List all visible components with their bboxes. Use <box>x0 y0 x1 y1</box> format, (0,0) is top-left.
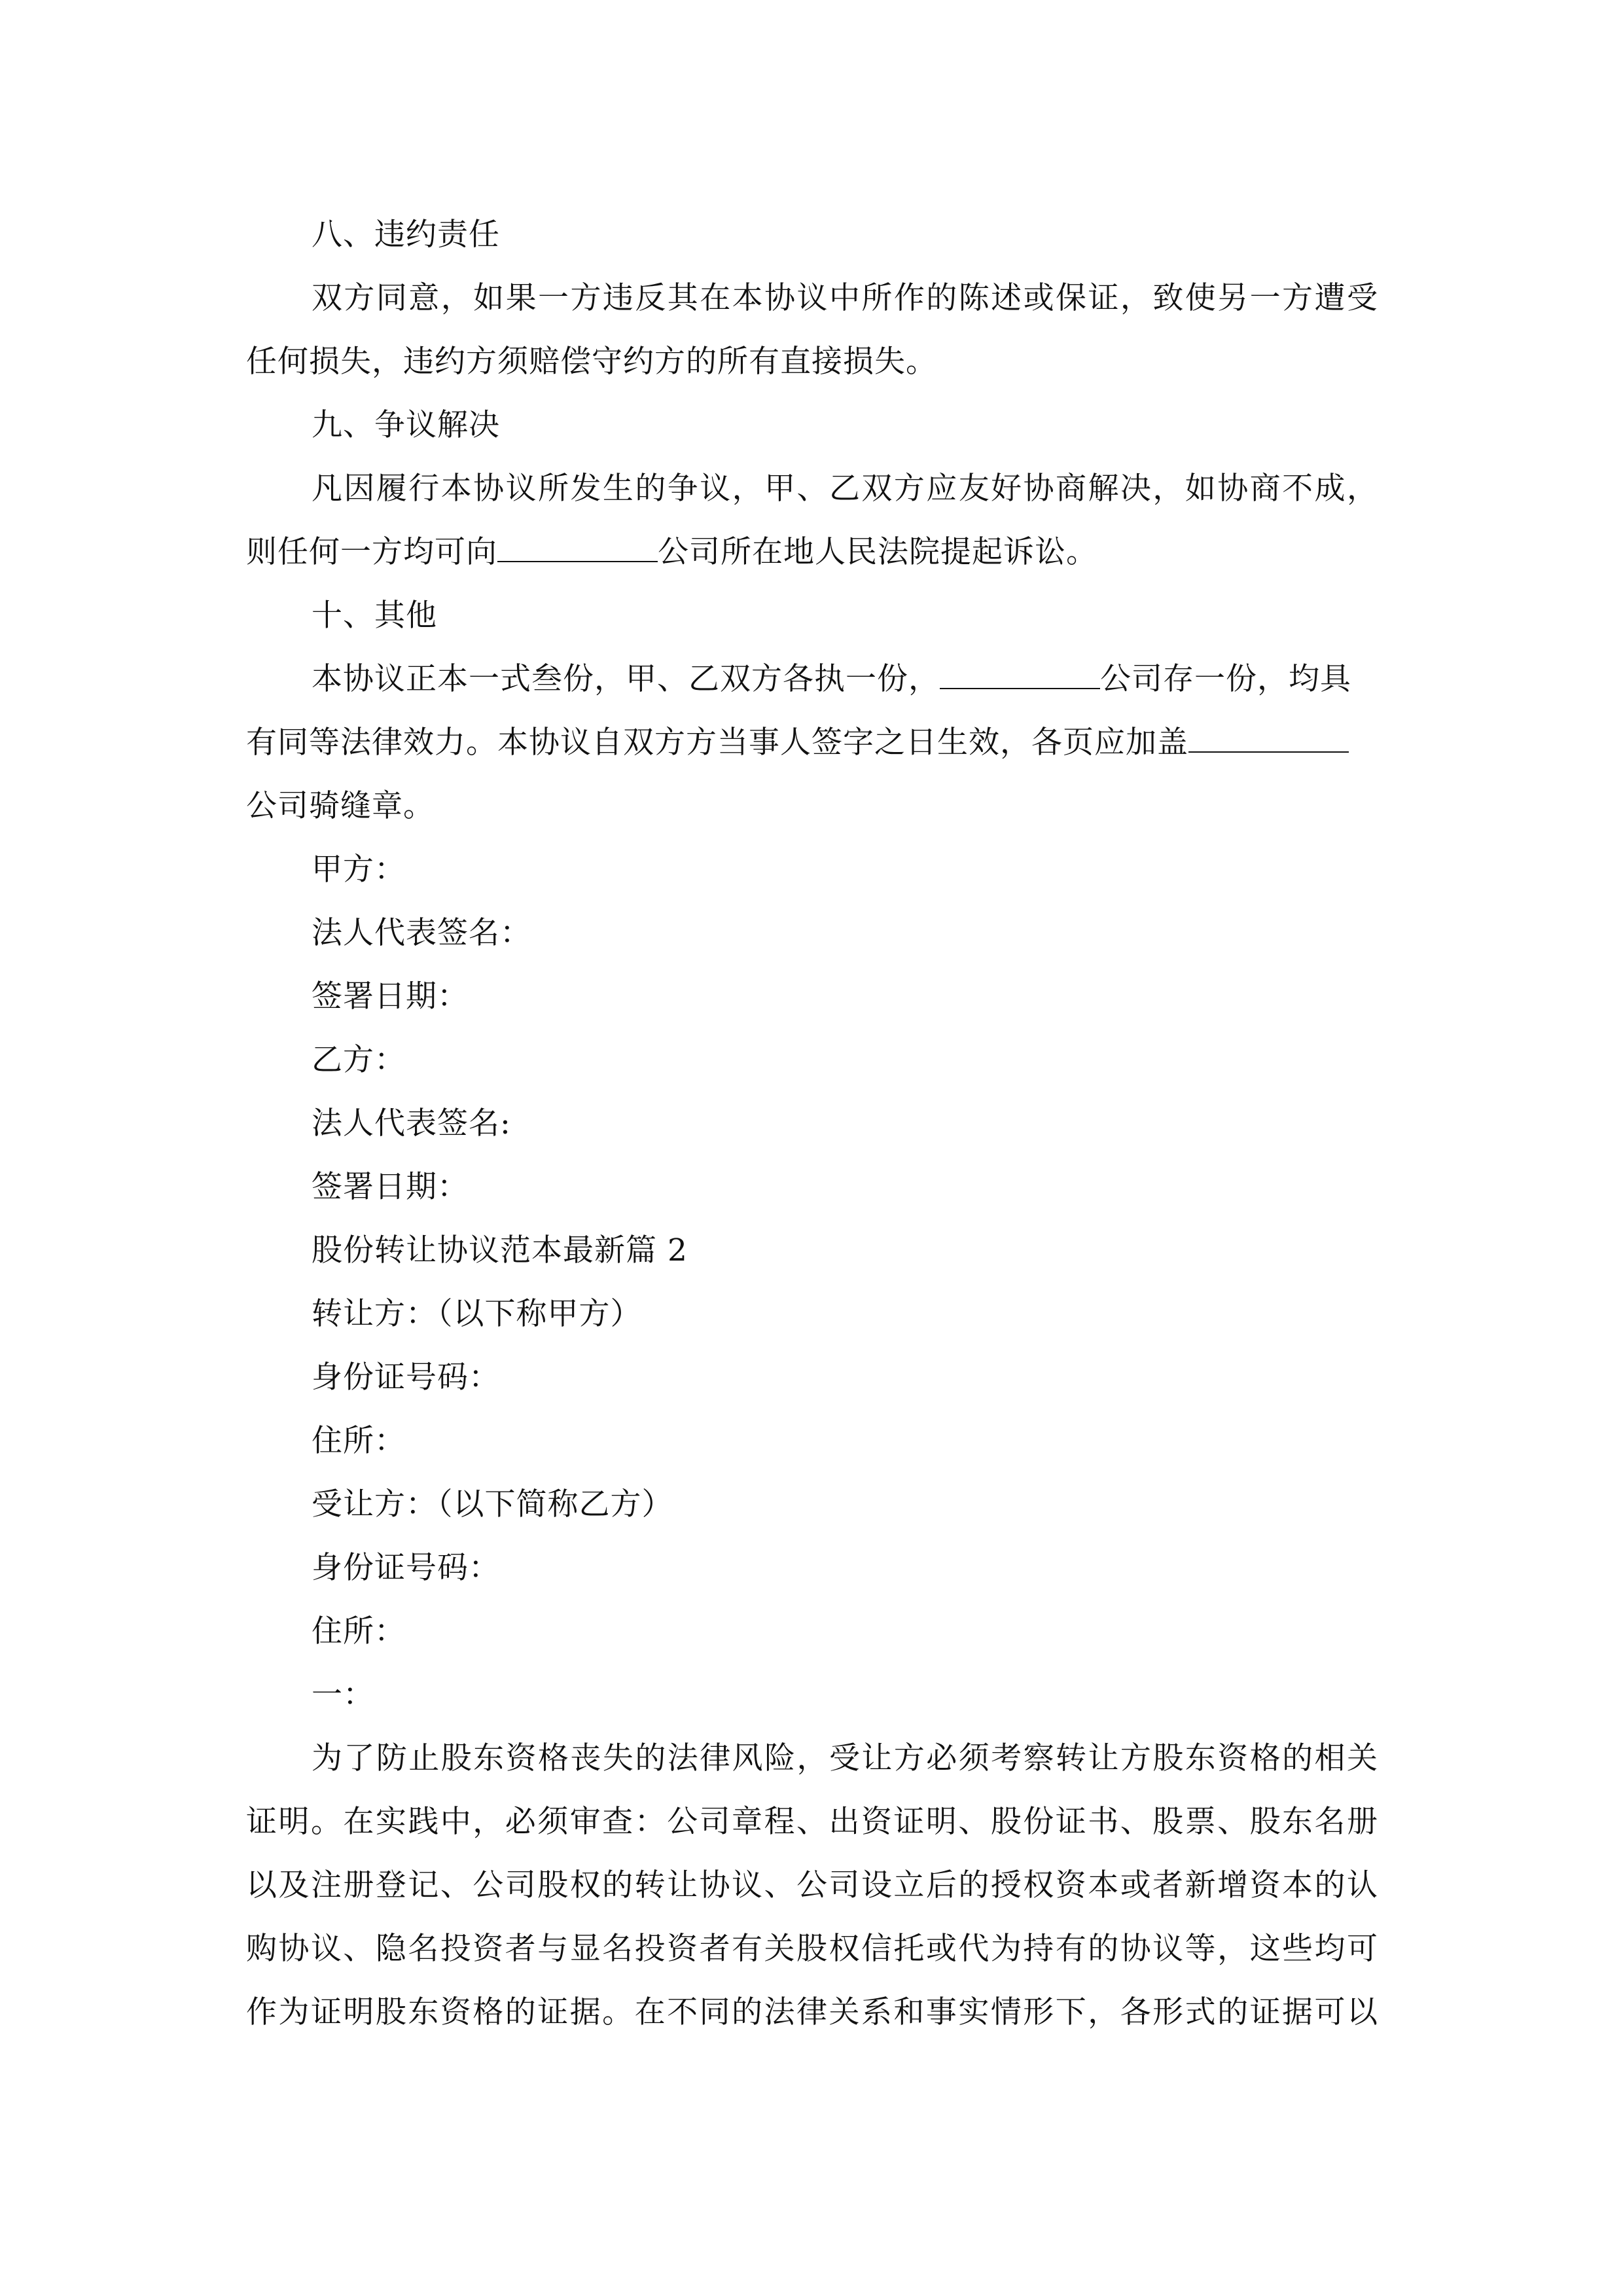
party-a-sign-date: 签署日期： <box>312 978 469 1014</box>
transferee-label: 受让方：（以下简称乙方） <box>312 1486 673 1522</box>
fill-in-blank <box>940 662 1100 689</box>
clause-number: 一： <box>312 1677 374 1713</box>
text-segment: 有同等法律效力。本协议自双方方当事人签字之日生效，各页应加盖 <box>246 725 1188 761</box>
transferor-id-number: 身份证号码： <box>312 1359 500 1395</box>
party-a-label: 甲方： <box>312 852 406 888</box>
transferor-address: 住所： <box>312 1423 406 1459</box>
section-heading-breach: 八、违约责任 <box>312 217 500 253</box>
agreement-title: 股份转让协议范本最新篇 2 <box>312 1232 688 1268</box>
paragraph-line: 作为证明股东资格的证据。在不同的法律关系和事实情形下，各形式的证据可以 <box>246 1994 1378 2030</box>
party-a-rep-signature: 法人代表签名： <box>312 915 531 951</box>
transferor-label: 转让方：（以下称甲方） <box>312 1296 642 1332</box>
party-b-sign-date: 签署日期： <box>312 1169 469 1205</box>
paragraph-line <box>246 520 1378 584</box>
fill-in-blank <box>497 535 658 562</box>
section-heading-dispute: 九、争议解决 <box>312 407 500 443</box>
paragraph-line: 以及注册登记、公司股权的转让协议、公司设立后的授权资本或者新增资本的认 <box>246 1867 1378 1903</box>
text-segment: 公司所在地人民法院提起诉讼。 <box>658 534 1097 570</box>
section-heading-other: 十、其他 <box>312 598 437 634</box>
text-segment: 则任何一方均可向 <box>246 534 497 570</box>
transferee-address: 住所： <box>312 1613 406 1649</box>
party-b-label: 乙方： <box>312 1042 406 1078</box>
paragraph-line: 公司骑缝章。 <box>246 788 435 824</box>
transferee-id-number: 身份证号码： <box>312 1550 500 1586</box>
text-segment: 本协议正本一式叁份，甲、乙双方各执一份， <box>312 661 940 697</box>
fill-in-blank <box>1188 725 1349 753</box>
paragraph-line <box>246 711 1378 774</box>
paragraph-line: 证明。在实践中，必须审查：公司章程、出资证明、股份证书、股票、股东名册 <box>246 1804 1378 1840</box>
paragraph-line: 购协议、隐名投资者与显名投资者有关股权信托或代为持有的协议等，这些均可 <box>246 1931 1378 1967</box>
paragraph-line: 凡因履行本协议所发生的争议，甲、乙双方应友好协商解决，如协商不成， <box>312 471 1378 507</box>
document-body <box>246 203 1378 2044</box>
paragraph-line: 双方同意，如果一方违反其在本协议中所作的陈述或保证，致使另一方遭受 <box>312 280 1378 316</box>
text-segment: 公司存一份，均具 <box>1100 661 1351 697</box>
paragraph-line: 任何损失，违约方须赔偿守约方的所有直接损失。 <box>246 344 937 380</box>
paragraph-line: 为了防止股东资格丧失的法律风险，受让方必须考察转让方股东资格的相关 <box>312 1740 1378 1776</box>
party-b-rep-signature: 法人代表签名: <box>312 1105 511 1141</box>
paragraph-line <box>246 647 1378 711</box>
